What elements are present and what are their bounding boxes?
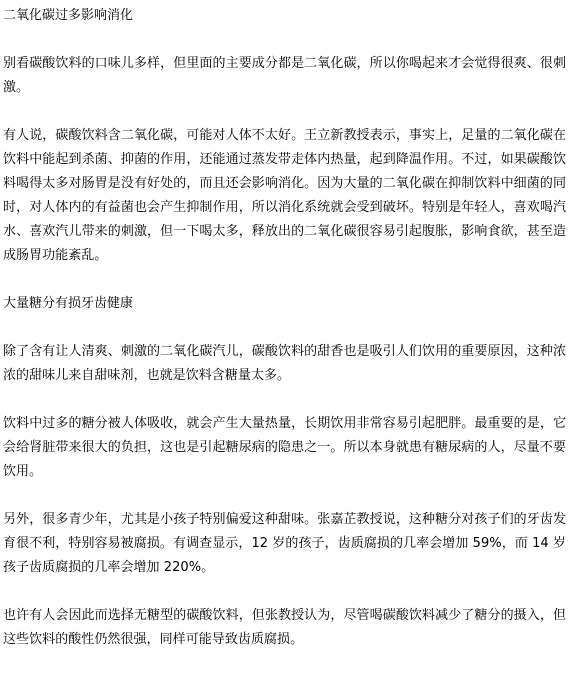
section-heading-co2: 二氧化碳过多影响消化 xyxy=(3,8,134,23)
paragraph-sugar-teeth: 另外，很多青少年，尤其是小孩子特别偏爱这种甜味。张嘉芷教授说，这种糖分对孩子们的牙齿发育很不利，特别容易被腐损。有调查显示，12 岁的孩子，齿质腐损的几率会增加 59%，而 14 岁孩子齿质腐损的几率会增加 220%。 xyxy=(3,512,566,575)
section-heading-sugar: 大量糖分有损牙齿健康 xyxy=(3,296,134,311)
spacer xyxy=(3,268,566,292)
spacer xyxy=(3,388,566,412)
spacer xyxy=(3,100,566,124)
spacer xyxy=(3,28,566,52)
spacer xyxy=(3,580,566,604)
paragraph-sugar-intro: 除了含有让人清爽、刺激的二氧化碳汽儿，碳酸饮料的甜香也是吸引人们饮用的重要原因，这种浓浓的甜味儿来自甜味剂，也就是饮料含糖量太多。 xyxy=(3,344,566,383)
spacer xyxy=(3,316,566,340)
spacer xyxy=(3,484,566,508)
paragraph-co2-intro: 别看碳酸饮料的口味儿多样，但里面的主要成分都是二氧化碳，所以你喝起来才会觉得很爽、很刺激。 xyxy=(3,56,566,95)
paragraph-sugar-obesity: 饮料中过多的糖分被人体吸收，就会产生大量热量，长期饮用非常容易引起肥胖。最重要的是，它会给肾脏带来很大的负担，这也是引起糖尿病的隐患之一。所以本身就患有糖尿病的人，尽量不要饮用。 xyxy=(3,416,566,479)
paragraph-co2-effects: 有人说，碳酸饮料含二氧化碳，可能对人体不太好。王立新教授表示，事实上，足量的二氧化碳在饮料中能起到杀菌、抑菌的作用，还能通过蒸发带走体内热量，起到降温作用。不过，如果碳酸饮料喝得太多对肠胃是没有好处的，而且还会影响消化。因为大量的二氧化碳在抑制饮料中细菌的同时，对人体内的有益菌也会产生抑制作用，所以消化系统就会受到破坏。特别是年轻人，喜欢喝汽水、喜欢汽儿带来的刺激，但一下喝太多，释放出的二氧化碳很容易引起腹胀，影响食欲，甚至造成肠胃功能紊乱。 xyxy=(3,128,566,263)
paragraph-sugar-free: 也许有人会因此而选择无糖型的碳酸饮料，但张教授认为，尽管喝碳酸饮料减少了糖分的摄入，但这些饮料的酸性仍然很强，同样可能导致齿质腐损。 xyxy=(3,608,566,647)
